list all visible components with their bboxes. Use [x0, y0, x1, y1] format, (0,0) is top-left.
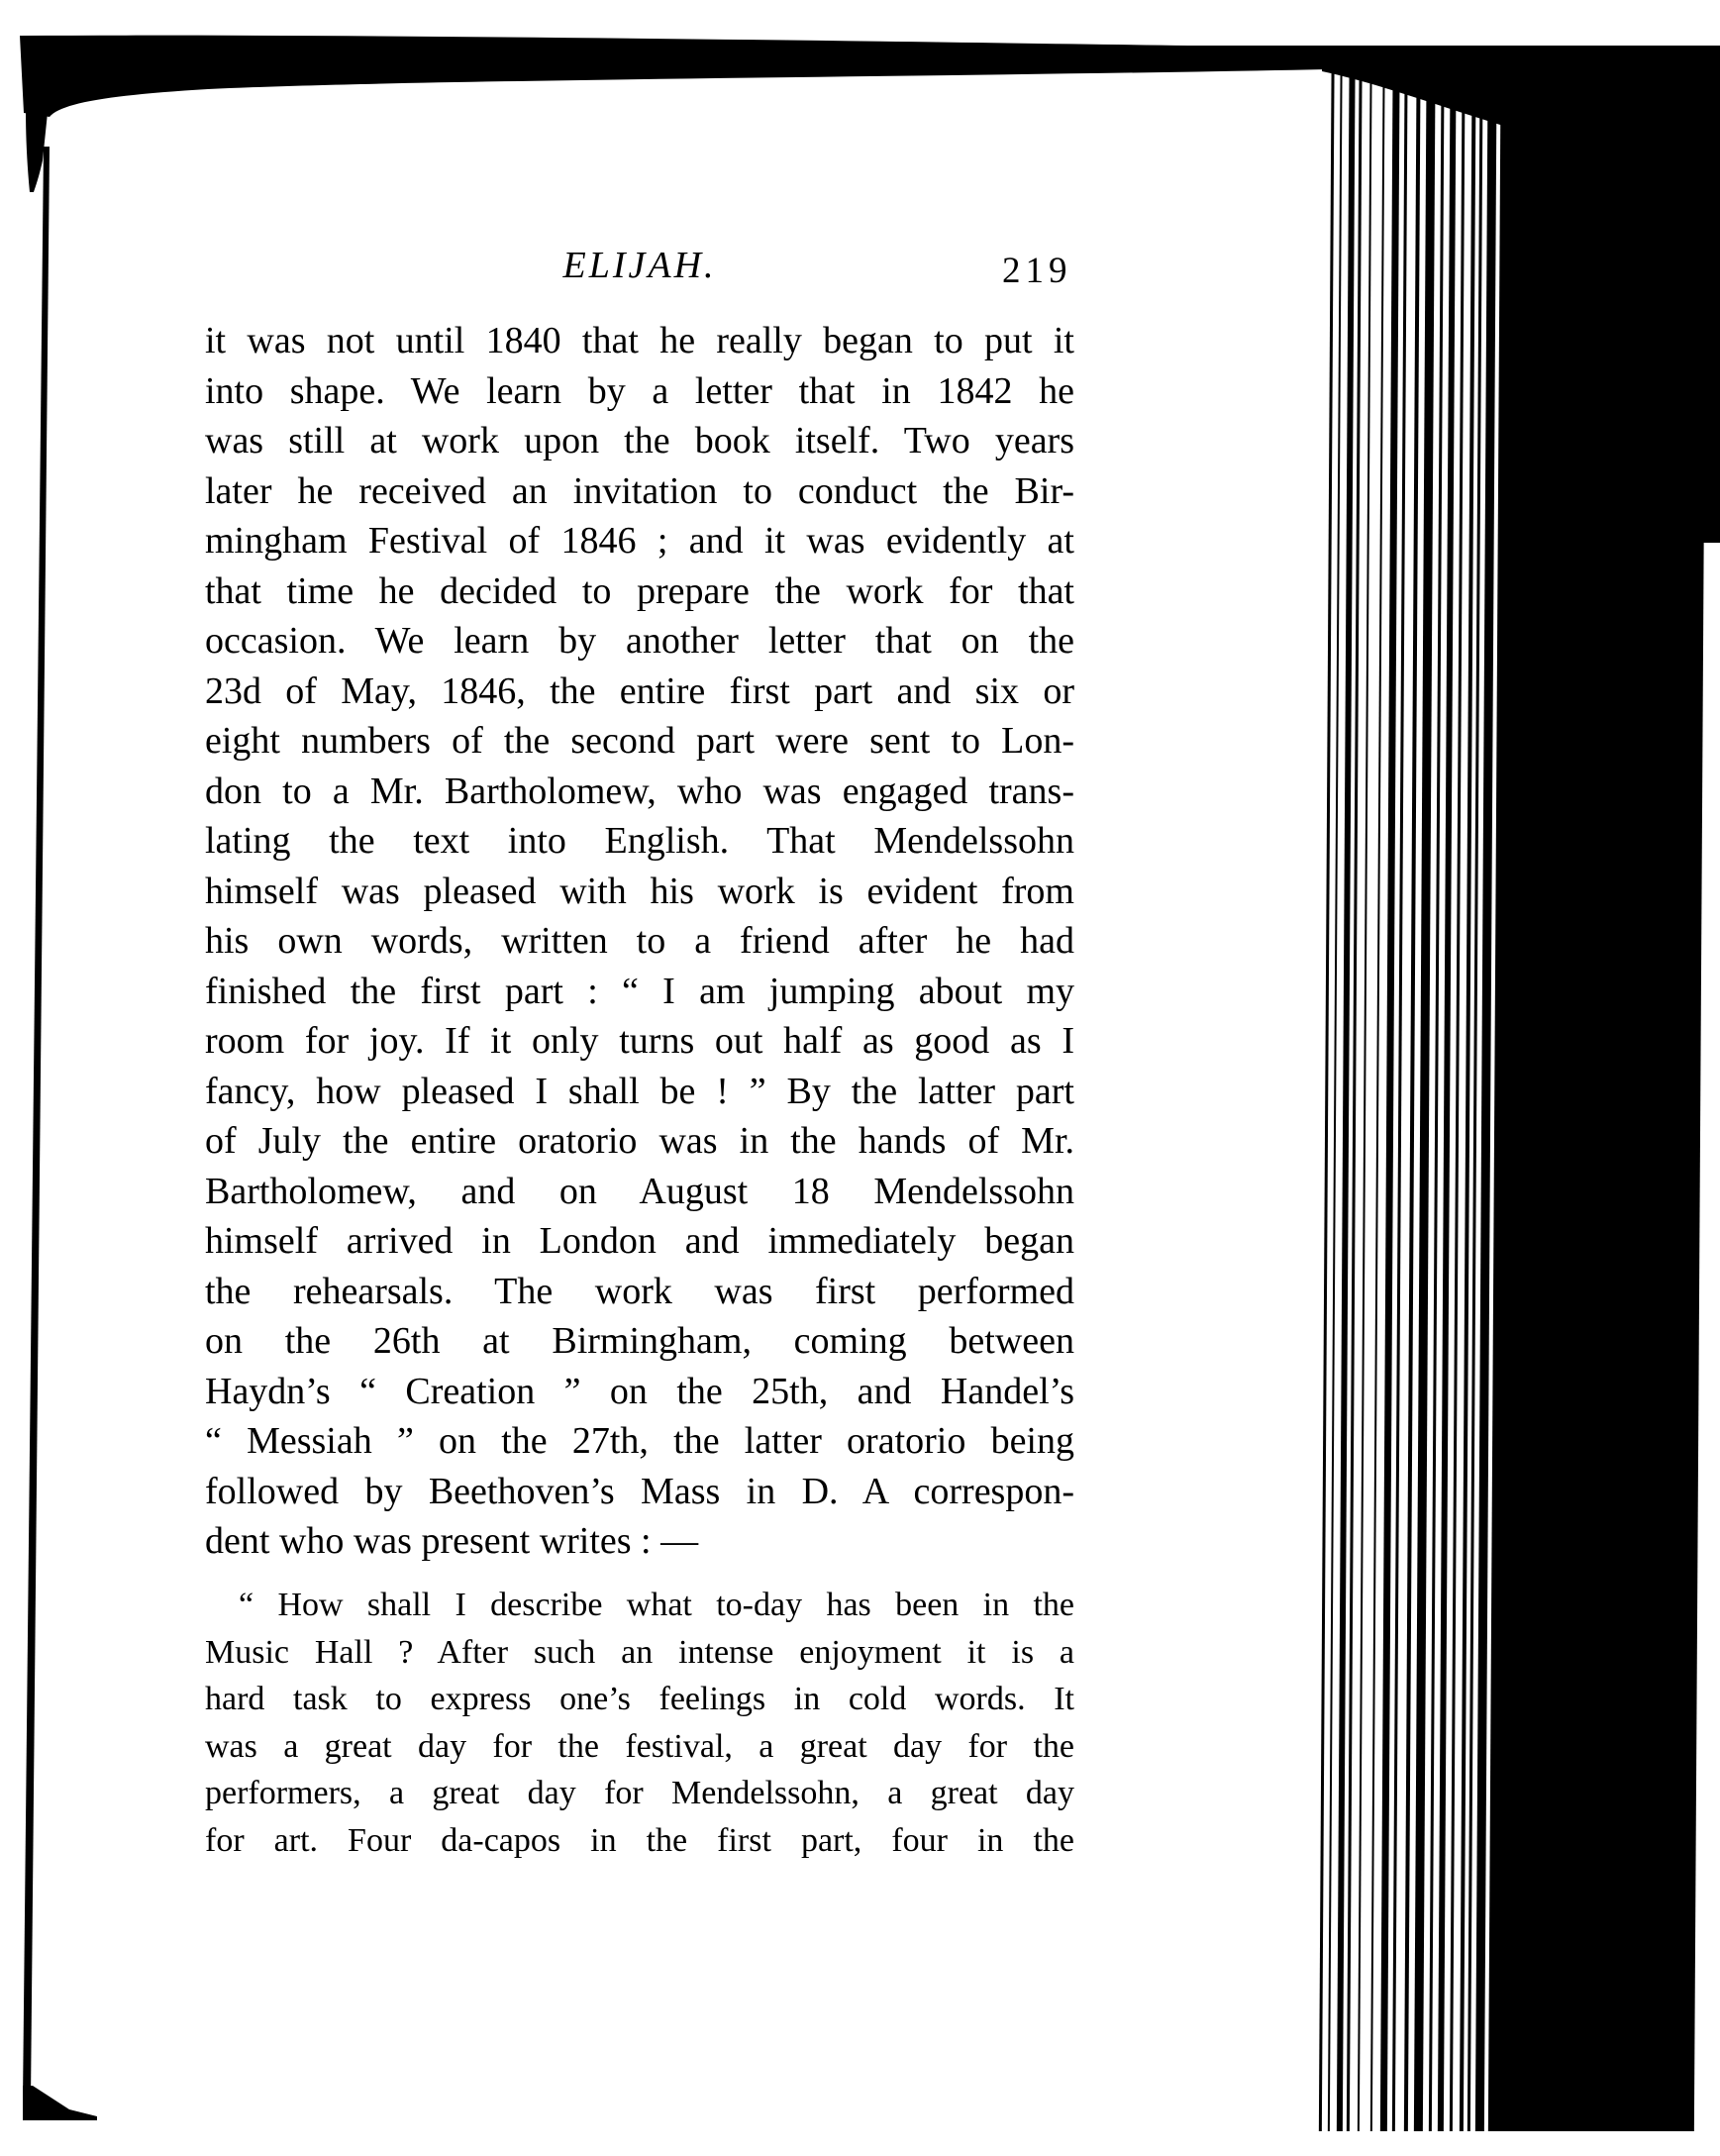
book-fore-edge-mass	[1488, 54, 1707, 2131]
text-line: finished the first part : “ I am jumping about my	[205, 970, 1074, 1012]
text-line: of July the entire oratorio was in the hands of Mr.	[205, 1120, 1074, 1162]
page-number: 219	[1002, 251, 1072, 291]
text-line: into shape. We learn by a letter that in 1842 he	[205, 369, 1074, 412]
text-line: mingham Festival of 1846 ; and it was evidently at	[205, 520, 1074, 562]
text-line: his own words, written to a friend after he had	[205, 920, 1074, 962]
book-fore-edge-stripes	[1319, 54, 1497, 2131]
text-line: on the 26th at Birmingham, coming between	[205, 1320, 1074, 1362]
text-line: for art. Four da-capos in the first part, four in the	[205, 1821, 1074, 1859]
text-line: himself arrived in London and immediately began	[205, 1220, 1074, 1262]
text-line: Music Hall ? After such an intense enjoyment it is a	[205, 1633, 1074, 1671]
text-line: himself was pleased with his work is evident from	[205, 870, 1074, 912]
text-line: 23d of May, 1846, the entire first part and six or	[205, 669, 1074, 712]
text-line: don to a Mr. Bartholomew, who was engaged trans-	[205, 770, 1074, 812]
text-line: room for joy. If it only turns out half as good as I	[205, 1020, 1074, 1062]
text-line: fancy, how pleased I shall be ! ” By the latter part	[205, 1070, 1074, 1112]
quote-paragraph	[205, 1582, 1074, 1865]
text-line: “ How shall I describe what to-day has been in the	[239, 1587, 1074, 1623]
text-line: “ Messiah ” on the 27th, the latter oratorio being	[205, 1420, 1074, 1462]
text-line: Bartholomew, and on August 18 Mendelssohn	[205, 1170, 1074, 1212]
text-line: lating the text into English. That Mendelssohn	[205, 820, 1074, 862]
text-line: occasion. We learn by another letter that on the	[205, 620, 1074, 662]
text-line: performers, a great day for Mendelssohn, a great day	[205, 1775, 1074, 1812]
text-line: Haydn’s “ Creation ” on the 25th, and Handel’s	[205, 1370, 1074, 1412]
text-line: was still at work upon the book itself. Two years	[205, 420, 1074, 462]
text-line: eight numbers of the second part were sent to Lon-	[205, 720, 1074, 762]
book-spine-foot	[23, 2086, 97, 2120]
text-line: it was not until 1840 that he really began to put it	[205, 320, 1074, 361]
text-line: was a great day for the festival, a great day for the	[205, 1727, 1074, 1765]
text-line: followed by Beethoven’s Mass in D. A correspon-	[205, 1470, 1074, 1512]
text-line: hard task to express one’s feelings in cold words. It	[205, 1681, 1074, 1718]
text-line: dent who was present writes : —	[205, 1520, 699, 1562]
book-fore-edge	[1319, 54, 1707, 2131]
text-line: the rehearsals. The work was first performed	[205, 1270, 1074, 1312]
book-spine-line	[23, 147, 50, 2102]
text-line: that time he decided to prepare the work for that	[205, 569, 1074, 612]
body-paragraph	[205, 316, 1074, 1567]
text-line: later he received an invitation to conduct the Bir-	[205, 469, 1074, 512]
running-head-title: ELIJAH.	[562, 245, 717, 286]
